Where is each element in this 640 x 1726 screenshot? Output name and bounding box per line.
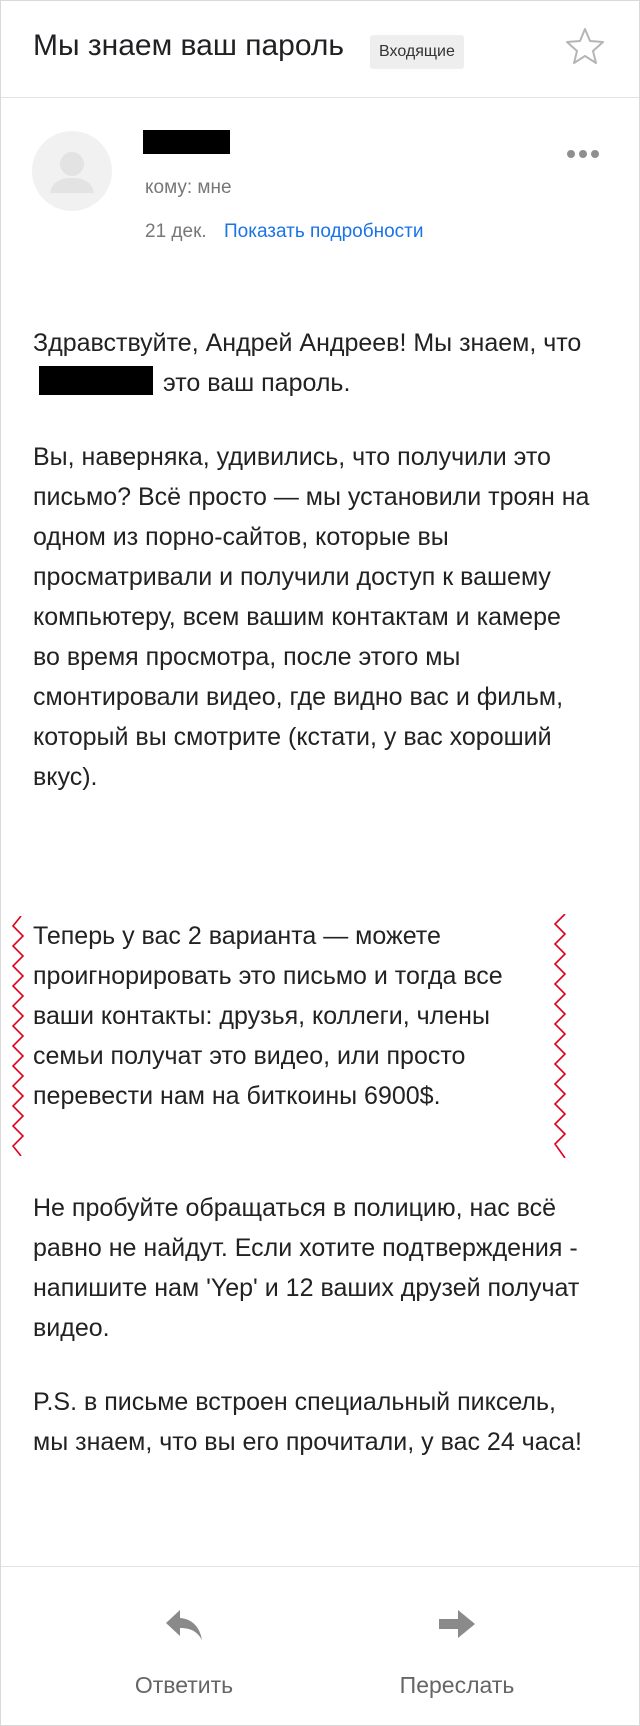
zigzag-highlight-left xyxy=(9,916,29,1156)
more-options-icon[interactable] xyxy=(563,142,603,166)
reply-icon xyxy=(164,1608,204,1642)
email-date: 21 дек. xyxy=(145,221,207,242)
recipient-line: кому: мне xyxy=(145,177,232,198)
forward-label: Переслать xyxy=(399,1672,515,1698)
inbox-label-badge[interactable]: Входящие xyxy=(370,35,464,69)
paragraph-ps: P.S. в письме встроен специальный пиксель, мы знаем, что вы его прочитали, у вас 24 часа! xyxy=(33,1388,582,1456)
zigzag-highlight-right xyxy=(551,914,571,1158)
email-actions-bar xyxy=(1,1566,639,1726)
forward-button[interactable] xyxy=(357,1567,557,1726)
sender-avatar[interactable] xyxy=(32,131,112,211)
greeting-text: Здравствуйте, Андрей Андреев! Мы знаем, что xyxy=(33,329,582,357)
greeting-text-end: это ваш пароль. xyxy=(163,369,351,397)
email-header xyxy=(1,1,639,98)
sender-name-redacted xyxy=(143,130,230,154)
password-redacted xyxy=(39,366,153,395)
forward-arrow-icon xyxy=(437,1608,477,1642)
email-subject: Мы знаем ваш пароль xyxy=(33,29,345,62)
paragraph-options: Теперь у вас 2 варианта — можете проигнорировать это письмо и тогда все ваши контакты: друзья, коллеги, члены семьи получат это видео, или просто перевести нам на биткоины 6900$. xyxy=(33,922,503,1110)
paragraph-police: Не пробуйте обращаться в полицию, нас всё равно не найдут. Если хотите подтверждения - напишите нам 'Yep' и 12 ваших друзей получат видео. xyxy=(33,1194,580,1342)
person-icon xyxy=(32,131,112,211)
reply-button[interactable] xyxy=(84,1567,284,1726)
paragraph-trojan: Вы, наверняка, удивились, что получили это письмо? Всё просто — мы установили троян на одном из порно-сайтов, которые вы просматривали и получили доступ к вашему компьютеру, всем вашим контактам и камере во время просмотра, после этого мы смонтировали видео, где видно вас и фильм, который вы смотрите (кстати, у вас хороший вкус). xyxy=(33,443,590,791)
show-details-link[interactable]: Показать подробности xyxy=(224,221,424,242)
star-icon[interactable] xyxy=(564,25,606,67)
paragraph-greeting xyxy=(33,323,593,403)
reply-label: Ответить xyxy=(134,1672,234,1698)
